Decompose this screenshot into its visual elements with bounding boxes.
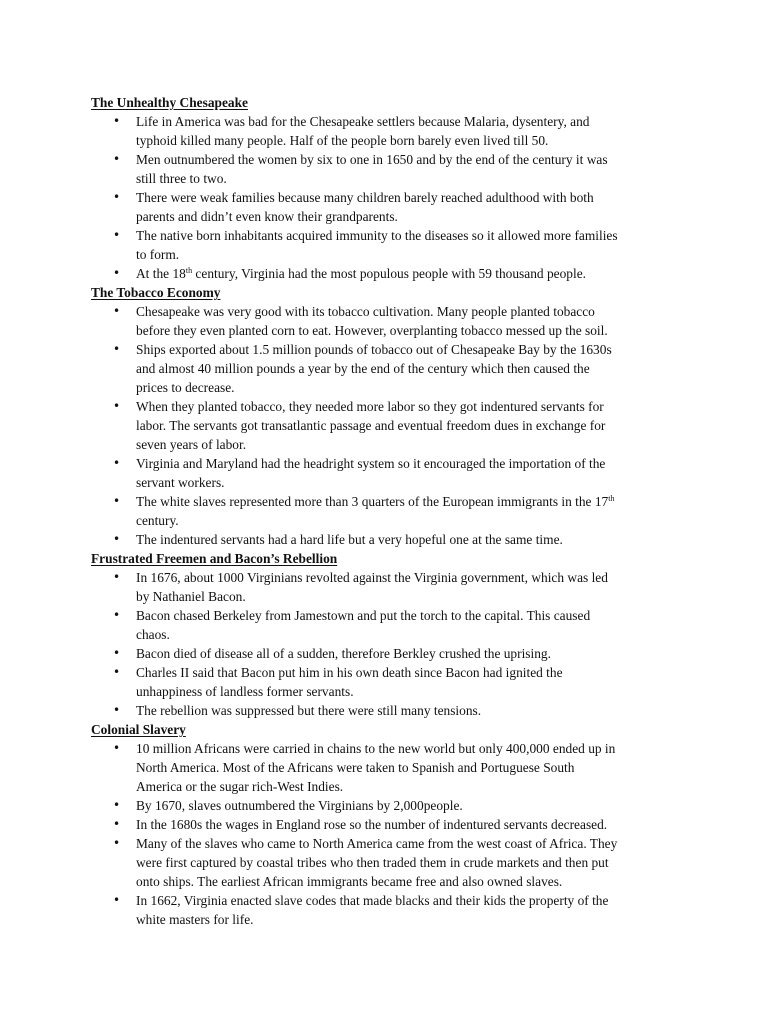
text-run: America or the sugar rich-West Indies. <box>136 779 344 794</box>
bullet-item <box>91 454 691 492</box>
bullet-text-line <box>136 910 691 929</box>
text-run: parents and didn’t even know their grandparents. <box>136 209 398 224</box>
bullet-item <box>91 264 691 283</box>
text-run: century. <box>136 513 179 528</box>
bullet-text-line <box>136 644 691 663</box>
bullet-text-line <box>136 758 691 777</box>
text-run: and almost 40 million pounds a year by the end of the century which then caused the <box>136 361 590 376</box>
bullet-item <box>91 340 691 397</box>
bullet-text-line <box>136 131 691 150</box>
bullet-text-line <box>136 815 691 834</box>
section-heading: The Tobacco Economy <box>91 285 221 300</box>
bullet-item <box>91 530 691 549</box>
bullet-text-line <box>136 188 691 207</box>
bullet-text-line <box>136 492 691 511</box>
ordinal-superscript: th <box>185 266 193 275</box>
text-run: chaos. <box>136 627 170 642</box>
text-run: seven years of labor. <box>136 437 247 452</box>
bullet-item <box>91 492 691 530</box>
bullet-text-line <box>136 340 691 359</box>
bullet-text-line <box>136 530 691 549</box>
text-run: North America. Most of the Africans were taken to Spanish and Portuguese South <box>136 760 575 775</box>
bullet-text-line <box>136 568 691 587</box>
bullet-item <box>91 891 691 929</box>
text-run: onto ships. The earliest African immigrants became free and also owned slaves. <box>136 874 563 889</box>
bullet-item <box>91 834 691 891</box>
bullet-item <box>91 568 691 606</box>
bullet-text-line <box>136 378 691 397</box>
text-run: The native born inhabitants acquired immunity to the diseases so it allowed more families <box>136 228 618 243</box>
section-heading: The Unhealthy Chesapeake <box>91 95 248 110</box>
text-run: Life in America was bad for the Chesapeake settlers because Malaria, dysentery, and <box>136 114 590 129</box>
bullet-text-line <box>136 701 691 720</box>
text-run: When they planted tobacco, they needed more labor so they got indentured servants for <box>136 399 604 414</box>
text-run: by Nathaniel Bacon. <box>136 589 246 604</box>
text-run: still three to two. <box>136 171 227 186</box>
text-run: Bacon chased Berkeley from Jamestown and put the torch to the capital. This caused <box>136 608 591 623</box>
bullet-list <box>91 568 691 720</box>
text-run: By 1670, slaves outnumbered the Virginians by 2,000people. <box>136 798 463 813</box>
bullet-text-line <box>136 245 691 264</box>
bullet-text-line <box>136 834 691 853</box>
bullet-text-line <box>136 264 691 283</box>
bullet-text-line <box>136 150 691 169</box>
text-run: to form. <box>136 247 180 262</box>
bullet-text-line <box>136 435 691 454</box>
bullet-text-line <box>136 777 691 796</box>
bullet-text-line <box>136 796 691 815</box>
bullet-text-line <box>136 853 691 872</box>
bullet-item <box>91 302 691 340</box>
bullet-item <box>91 397 691 454</box>
text-run: In 1662, Virginia enacted slave codes that made blacks and their kids the property of the <box>136 893 609 908</box>
bullet-list <box>91 739 691 929</box>
text-run: labor. The servants got transatlantic passage and eventual freedom dues in exchange for <box>136 418 606 433</box>
bullet-text-line <box>136 625 691 644</box>
text-run: typhoid killed many people. Half of the people born barely even lived till 50. <box>136 133 549 148</box>
text-run: Virginia and Maryland had the headright system so it encouraged the importation of the <box>136 456 606 471</box>
bullet-text-line <box>136 511 691 530</box>
text-run: were first captured by coastal tribes who then traded them in crude markets and then put <box>136 855 609 870</box>
bullet-item <box>91 663 691 701</box>
text-run: 10 million Africans were carried in chains to the new world but only 400,000 ended up in <box>136 741 616 756</box>
bullet-item <box>91 188 691 226</box>
bullet-text-line <box>136 359 691 378</box>
bullet-text-line <box>136 302 691 321</box>
bullet-item <box>91 644 691 663</box>
bullet-text-line <box>136 226 691 245</box>
bullet-item <box>91 112 691 150</box>
bullet-text-line <box>136 587 691 606</box>
bullet-item <box>91 815 691 834</box>
bullet-item <box>91 606 691 644</box>
bullet-text-line <box>136 891 691 910</box>
bullet-text-line <box>136 739 691 758</box>
text-run: before they even planted corn to eat. However, overplanting tobacco messed up the soil. <box>136 323 608 338</box>
text-run: Many of the slaves who came to North America came from the west coast of Africa. They <box>136 836 618 851</box>
text-run: Chesapeake was very good with its tobacco cultivation. Many people planted tobacco <box>136 304 595 319</box>
bullet-item <box>91 150 691 188</box>
text-run: servant workers. <box>136 475 225 490</box>
text-run: white masters for life. <box>136 912 254 927</box>
bullet-text-line <box>136 207 691 226</box>
ordinal-superscript: th <box>608 494 615 503</box>
bullet-item <box>91 226 691 264</box>
bullet-list <box>91 302 691 549</box>
text-run: century, Virginia had the most populous people with 59 thousand people. <box>192 266 586 281</box>
bullet-text-line <box>136 682 691 701</box>
bullet-text-line <box>136 473 691 492</box>
text-run: Men outnumbered the women by six to one in 1650 and by the end of the century it was <box>136 152 608 167</box>
bullet-text-line <box>136 169 691 188</box>
bullet-text-line <box>136 454 691 473</box>
text-run: unhappiness of landless former servants. <box>136 684 354 699</box>
text-run: Bacon died of disease all of a sudden, therefore Berkley crushed the uprising. <box>136 646 551 661</box>
text-run: At the 18 <box>136 266 186 281</box>
text-run: Charles II said that Bacon put him in his own death since Bacon had ignited the <box>136 665 563 680</box>
bullet-text-line <box>136 416 691 435</box>
bullet-text-line <box>136 872 691 891</box>
bullet-text-line <box>136 112 691 131</box>
document-page <box>91 93 691 929</box>
text-run: prices to decrease. <box>136 380 235 395</box>
text-run: The indentured servants had a hard life but a very hopeful one at the same time. <box>136 532 563 547</box>
text-run: The rebellion was suppressed but there were still many tensions. <box>136 703 482 718</box>
bullet-item <box>91 796 691 815</box>
text-run: There were weak families because many children barely reached adulthood with both <box>136 190 594 205</box>
bullet-text-line <box>136 321 691 340</box>
text-run: Ships exported about 1.5 million pounds of tobacco out of Chesapeake Bay by the 1630s <box>136 342 612 357</box>
bullet-text-line <box>136 397 691 416</box>
bullet-item <box>91 739 691 796</box>
bullet-item <box>91 701 691 720</box>
bullet-text-line <box>136 606 691 625</box>
section-heading: Colonial Slavery <box>91 722 186 737</box>
text-run: In the 1680s the wages in England rose so the number of indentured servants decreased. <box>136 817 608 832</box>
bullet-text-line <box>136 663 691 682</box>
text-run: The white slaves represented more than 3 quarters of the European immigrants in the 17 <box>136 494 609 509</box>
section-heading: Frustrated Freemen and Bacon’s Rebellion <box>91 551 338 566</box>
text-run: In 1676, about 1000 Virginians revolted against the Virginia government, which was led <box>136 570 608 585</box>
bullet-list <box>91 112 691 283</box>
